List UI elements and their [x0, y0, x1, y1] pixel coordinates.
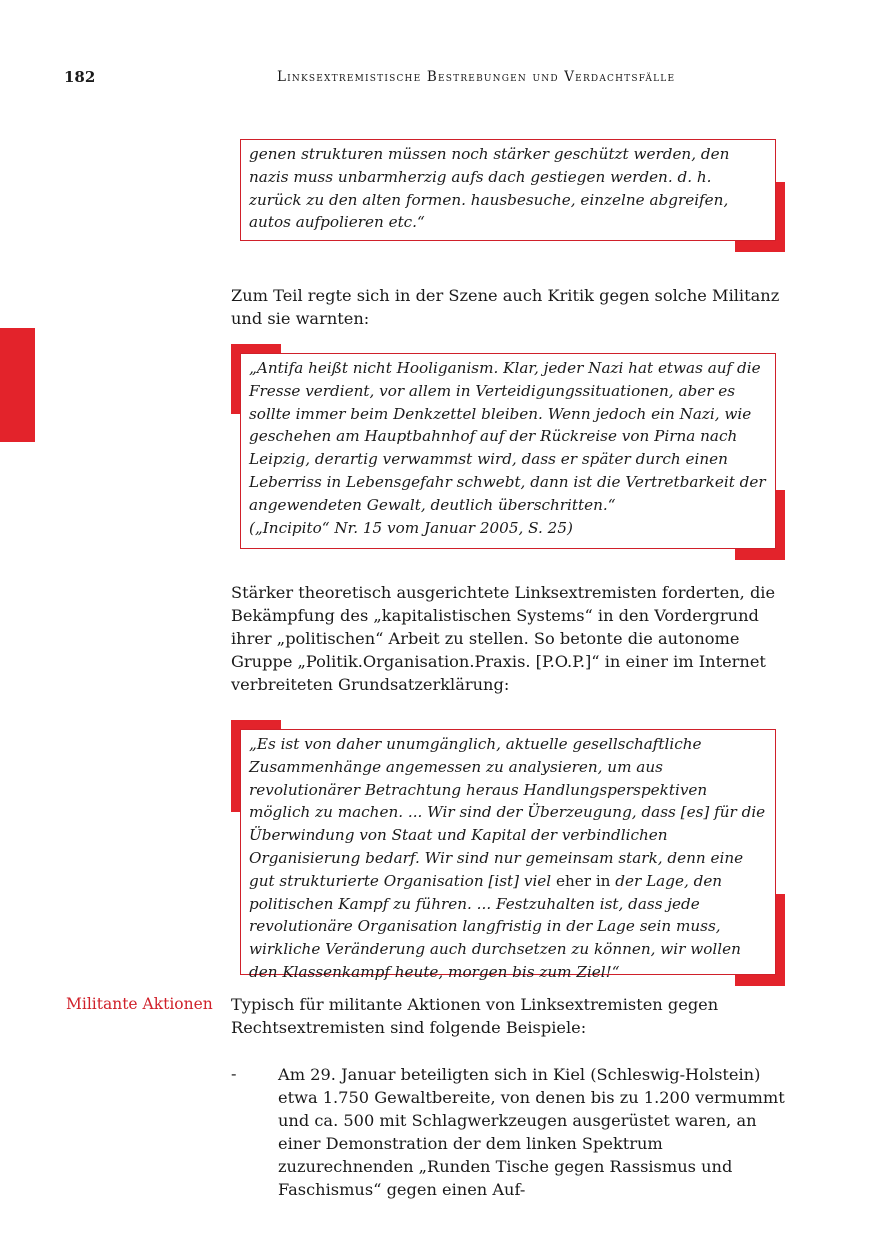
body-paragraph-3: Typisch für militante Aktionen von Linksextremisten gegen Rechtsextremisten sind folgende Beispiele: — [231, 995, 719, 1037]
list-item-1: Am 29. Januar beteiligten sich in Kiel (Schleswig-Holstein) etwa 1.750 Gewaltbereite, von denen bis zu 1.200 vermummt und ca. 500 mit Schlagwerkzeugen ausgerüstet waren, an einer Demonstration der dem linken Spektrum zuzurechnenden „Runden Tische gegen Rassismus und Faschismus“ gegen einen Auf- — [278, 1065, 785, 1199]
list-bullet-dash: - — [231, 1064, 237, 1083]
margin-note-militante-aktionen: Militante Aktionen — [66, 995, 213, 1013]
quote-block-2 — [231, 344, 785, 560]
quote-3-body-b: der Lage, den politischen Kampf zu führen. ... Festzuhalten ist, dass jede revolutionäre Organisation langfristig in der Lage sein muss, wirkliche Veränderung auch durchsetzen zu können, wir wollen den Klassenkampf heute, morgen bis zum Ziel!“ — [249, 871, 741, 981]
running-header: Linksextremistische Bestrebungen und Verdachtsfälle — [277, 69, 676, 85]
body-paragraph-2: Stärker theoretisch ausgerichtete Linksextremisten forderten, die Bekämpfung des „kapitalistischen Systems“ in den Vordergrund ihrer „politischen“ Arbeit zu stellen. So betonte die autonome Gruppe „Politik.Organisation.Praxis. [P.O.P.]“ in einer im Internet verbreiteten Grundsatzerklärung: — [231, 583, 776, 694]
chapter-tab-marker — [0, 328, 35, 442]
body-paragraph-1: Zum Teil regte sich in der Szene auch Kritik gegen solche Militanz und sie warnten: — [231, 286, 780, 328]
quote-3-body-a: „Es ist von daher unumgänglich, aktuelle gesellschaftliche Zusammenhänge angemessen zu analysieren, um aus revolutionärer Betrachtung heraus Handlungsperspektiven möglich zu machen. ... Wir sind der Überzeugung, dass [es] für die Überwindung von Staat und Kapital der verbindlichen Organisierung bedarf. Wir sind nur gemeinsam stark, denn eine gut strukturierte Organisation [ist] viel — [249, 735, 766, 890]
quote-block-3 — [231, 720, 785, 986]
quote-block-1 — [231, 130, 785, 252]
quote-text-3 — [240, 729, 776, 981]
quote-2-source: („Incipito“ Nr. 15 vom Januar 2005, S. 25) — [249, 518, 573, 537]
quote-1-body: genen strukturen müssen noch stärker geschützt werden, den nazis muss unbarmherzig aufs dach gestiegen werden. d. h. zurück zu den alten formen. hausbesuche, einzelne abgreifen, autos aufpolieren etc.“ — [249, 145, 730, 232]
quote-text-1 — [240, 139, 776, 241]
quote-text-2 — [240, 353, 776, 549]
quote-2-body: „Antifa heißt nicht Hooliganism. Klar, jeder Nazi hat etwas auf die Fresse verdient, vor allem in Verteidigungssituationen, aber es sollte immer beim Denkzettel bleiben. Wenn jedoch ein Nazi, wie geschehen am Hauptbahnhof auf der Rückreise von Pirna nach Leipzig, derartig verwammst wird, dass er später durch einen Leberriss in Lebensgefahr schwebt, dann ist die Vertretbarkeit der angewendeten Gewalt, deutlich überschritten.“ — [249, 359, 766, 514]
page-number: 182 — [64, 68, 96, 86]
quote-3-upright: eher in — [551, 871, 611, 890]
